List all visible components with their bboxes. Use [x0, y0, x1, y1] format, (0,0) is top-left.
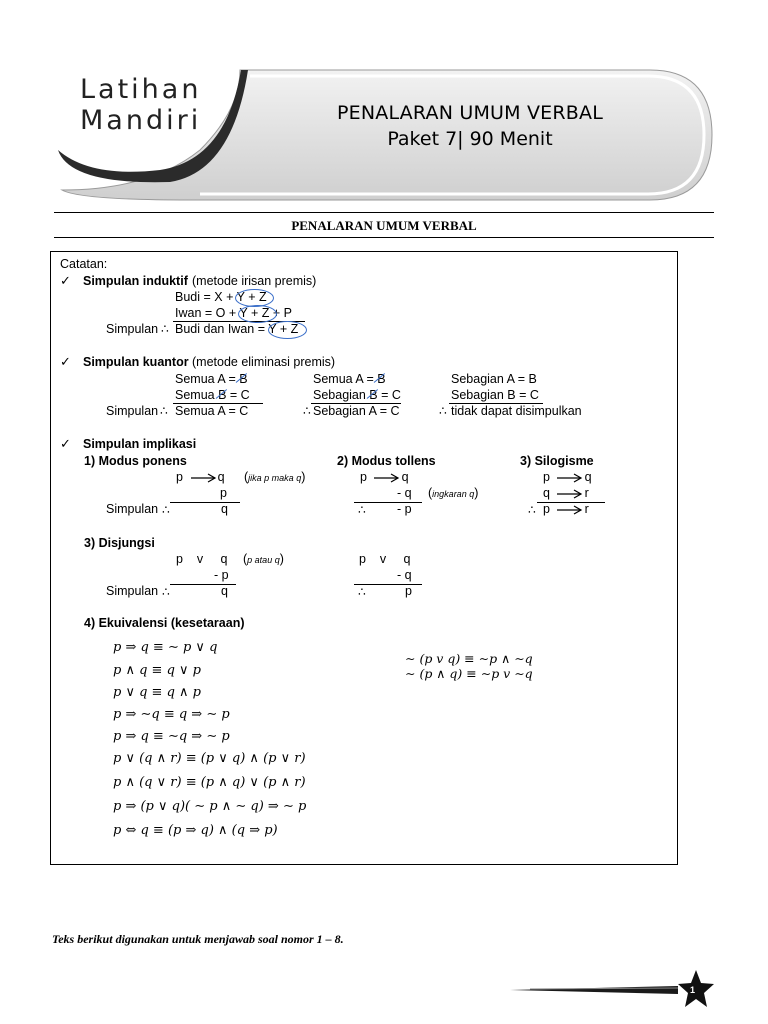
modus-tollens-title: 2) Modus tollens — [337, 454, 436, 468]
mt-note: (ingkaran q) — [428, 486, 479, 500]
arrow-icon — [557, 473, 583, 483]
circle-mark — [238, 305, 277, 323]
therefore-icon: ∴ — [162, 585, 170, 599]
kuantor-c2-line-1: Semua A = B — [313, 372, 386, 386]
therefore-icon: ∴ — [528, 503, 536, 517]
therefore-icon: ∴ — [162, 503, 170, 517]
footer-note: Teks berikut digunakan untuk menjawab soal nomor 1 – 8. — [52, 932, 344, 946]
therefore-icon: ∴ — [358, 503, 366, 517]
kuantor-c1-result: Semua A = C — [175, 404, 249, 418]
disjungsi-title: 3) Disjungsi — [84, 536, 155, 550]
bottom-rule — [54, 237, 714, 238]
kuantor-c3-line-2: Sebagian B = C — [451, 388, 539, 402]
kuantor-label: Simpulan — [106, 404, 159, 418]
kuantor-c3-result: tidak dapat disimpulkan — [451, 404, 582, 418]
disj2-premise-1: p v q — [359, 552, 411, 566]
kuantor-c2-result: Sebagian A = C — [313, 404, 400, 418]
demorgan-2: ∼ (p ∧ q) ≡ ∼p v ∼q — [405, 666, 533, 681]
sil-conclusion: p r — [543, 502, 589, 516]
section-title: PENALARAN UMUM VERBAL — [291, 218, 477, 233]
disj-note: (p atau q) — [243, 552, 284, 566]
kuantor-c1-line-1: Semua A = B — [175, 372, 248, 386]
mt-note-text: ingkaran q — [432, 489, 475, 499]
therefore-icon: ∴ — [161, 322, 169, 336]
equivalence-8: p ⇒ (p ∨ q)( ∼ p ∧ ∼ q) ⇒ ∼ p — [113, 799, 307, 814]
mp-note-text: jika p maka q — [248, 473, 302, 483]
check-icon: ✓ — [60, 354, 71, 369]
mp-premise-2: p — [220, 486, 227, 500]
equivalence-2: p ∧ q ≡ q ∨ p — [113, 663, 202, 678]
top-rule — [54, 212, 714, 213]
notes-heading: Catatan: — [60, 257, 108, 271]
arrow-icon — [557, 489, 583, 499]
equivalence-3: p ∨ q ≡ q ∧ p — [113, 685, 202, 700]
banner-title: PENALARAN UMUM VERBAL — [336, 102, 604, 124]
check-icon: ✓ — [60, 273, 71, 288]
mp-premise-1: p q — [176, 470, 225, 484]
sil-premise-1: p q — [543, 470, 592, 484]
arrow-icon — [557, 505, 583, 515]
demorgan-1: ∼ (p v q) ≡ ∼p ∧ ∼q — [405, 651, 533, 666]
disj-premise-1: p v q — [176, 552, 228, 566]
circle-mark — [268, 321, 307, 339]
logo-line-2: Mandiri — [80, 105, 202, 136]
mp-note: (jika p maka q) — [244, 470, 306, 484]
therefore-icon: ∴ — [439, 404, 447, 418]
equivalence-7: p ∧ (q ∨ r) ≡ (p ∧ q) ∨ (p ∧ r) — [113, 775, 306, 790]
disj-label: Simpulan — [106, 584, 159, 598]
induktif-label: Simpulan — [106, 322, 159, 336]
kuantor-c3-line-1: Sebagian A = B — [451, 372, 537, 386]
implikasi-title: Simpulan implikasi — [83, 437, 197, 451]
ekuivalensi-title: 4) Ekuivalensi (kesetaraan) — [84, 616, 245, 630]
kuantor-method: (metode eliminasi premis) — [192, 355, 336, 369]
therefore-icon: ∴ — [358, 585, 366, 599]
arrow-icon — [191, 473, 217, 483]
disj2-conclusion: p — [405, 584, 412, 598]
kuantor-c1-line-2: Semua B = C — [175, 388, 250, 402]
disj-conclusion: q — [221, 584, 228, 598]
page-star-graphic — [510, 968, 720, 1012]
kuantor-c2-line-2: Sebagian B = C — [313, 388, 401, 402]
induktif-line-1: Budi = X + Y + Z — [175, 290, 267, 304]
induktif-title: Simpulan induktif — [83, 274, 188, 288]
induktif-method: (metode irisan premis) — [192, 274, 317, 288]
sil-premise-2: q r — [543, 486, 589, 500]
mp-rule — [170, 502, 240, 503]
kuantor-title: Simpulan kuantor — [83, 355, 189, 369]
modus-ponens-title: 1) Modus ponens — [84, 454, 187, 468]
mt-conclusion: - p — [397, 502, 412, 516]
induktif-line-2: Iwan = O + Y + Z + P — [175, 306, 292, 320]
disj-premise-2: - p — [214, 568, 229, 582]
disj2-premise-2: - q — [397, 568, 412, 582]
logo-line-1: Latihan — [80, 74, 202, 105]
equivalence-4: p ⇒ ∼q ≡ q ⇒ ∼ p — [113, 707, 230, 722]
mp-conclusion: q — [221, 502, 228, 516]
equivalence-5: p ⇒ q ≡ ∼q ⇒ ∼ p — [113, 729, 230, 744]
silogisme-title: 3) Silogisme — [520, 454, 594, 468]
equivalence-1: p ⇒ q ≡ ∼ p ∨ q — [113, 640, 218, 655]
induktif-conclusion: Budi dan Iwan = Y + Z — [175, 322, 299, 336]
equivalence-9: p ⇔ q ≡ (p ⇒ q) ∧ (q ⇒ p) — [113, 823, 278, 838]
banner-subtitle: Paket 7| 90 Menit — [387, 128, 553, 150]
disj-note-text: p atau q — [247, 555, 280, 565]
mt-premise-1: p q — [360, 470, 409, 484]
therefore-icon: ∴ — [160, 404, 168, 418]
check-icon: ✓ — [60, 436, 71, 451]
page-number: 1 — [690, 985, 696, 995]
equivalence-6: p ∨ (q ∧ r) ≡ (p ∨ q) ∧ (p ∨ r) — [113, 751, 306, 766]
therefore-icon: ∴ — [303, 404, 311, 418]
arrow-icon — [374, 473, 400, 483]
mt-premise-2: - q — [397, 486, 412, 500]
mp-label: Simpulan — [106, 502, 159, 516]
